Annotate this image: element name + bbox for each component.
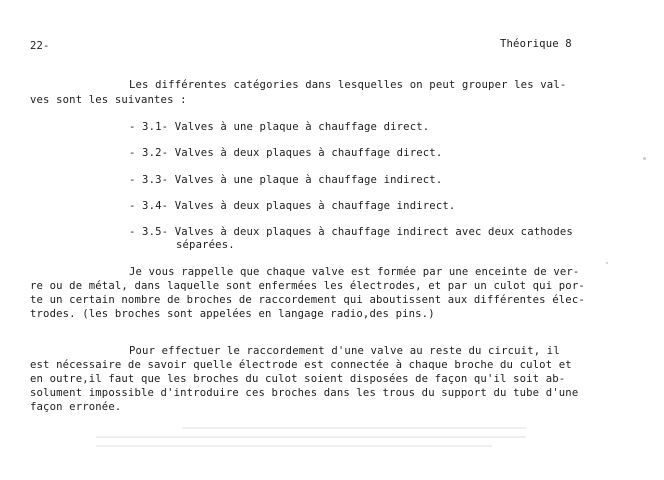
intro-line-1: Les différentes catégories dans lesquelles on peut grouper les val- <box>129 79 567 91</box>
paragraph-line: trodes. (les broches sont appelées en langage radio,des pins.) <box>30 308 435 320</box>
paper-speck <box>643 157 646 160</box>
list-item: - 3.1- Valves à une plaque à chauffage direct. <box>129 121 430 133</box>
list-item: - 3.5- Valves à deux plaques à chauffage indirect avec deux cathodes <box>129 226 573 238</box>
list-item-continuation: séparées. <box>176 239 235 251</box>
paragraph-line: re ou de métal, dans laquelle sont enfermées les électrodes, et par un culot qui por- <box>30 280 585 292</box>
paragraph-line: Pour effectuer le raccordement d'une valve au reste du circuit, il <box>129 345 560 357</box>
page-number: 22- <box>30 40 50 52</box>
section-title: Théorique 8 <box>500 38 572 50</box>
paragraph-line: façon erronée. <box>30 401 122 413</box>
list-item: - 3.3- Valves à une plaque à chauffage indirect. <box>129 174 443 186</box>
paper-speck <box>606 262 608 264</box>
intro-line-2: ves sont les suivantes : <box>30 94 187 106</box>
paragraph-line: solument impossible d'introduire ces broches dans les trous du support du tube d'une <box>30 387 579 399</box>
list-item: - 3.4- Valves à deux plaques à chauffage indirect. <box>129 200 456 212</box>
paragraph-line: te un certain nombre de broches de raccordement qui aboutissent aux différentes élec- <box>30 294 585 306</box>
paragraph-line: Je vous rappelle que chaque valve est formée par une enceinte de ver- <box>129 266 580 278</box>
bleed-through-text <box>96 420 526 460</box>
paragraph-line: en outre,il faut que les broches du culot soient disposées de façon qu'il soit ab- <box>30 373 566 385</box>
paragraph-line: est nécessaire de savoir quelle électrode est connectée à chaque broche du culot et <box>30 359 572 371</box>
list-item: - 3.2- Valves à deux plaques à chauffage direct. <box>129 147 443 159</box>
